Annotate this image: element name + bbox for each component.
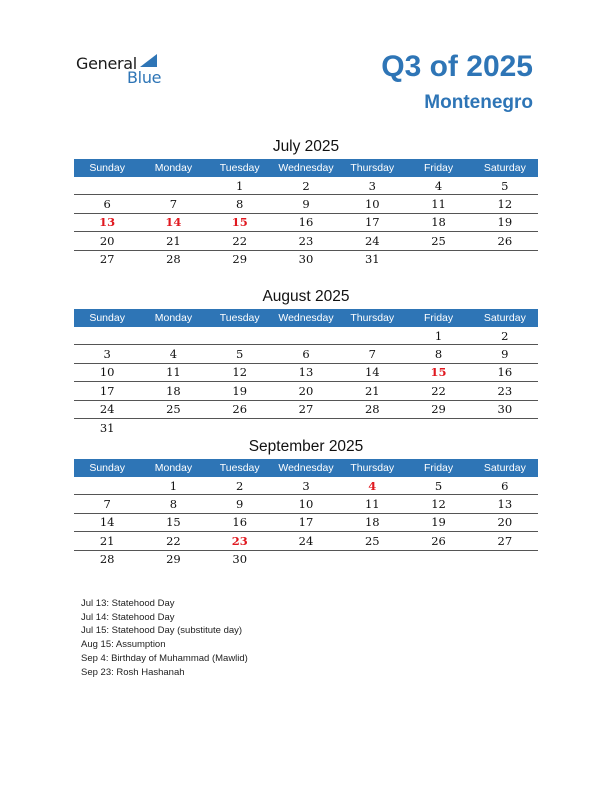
weekday-label: Sunday	[89, 462, 125, 474]
day-cell: 27	[99, 252, 115, 267]
week-row	[74, 195, 538, 213]
day-cell: 11	[166, 365, 181, 380]
day-cell: 1	[169, 478, 178, 493]
day-cell: 22	[431, 383, 446, 398]
day-cell: 12	[497, 197, 513, 212]
week-row	[74, 364, 538, 382]
day-cell: 25	[364, 533, 380, 548]
week-row	[74, 327, 538, 345]
weekday-label: Thursday	[350, 162, 395, 174]
weekday-label: Thursday	[350, 312, 395, 324]
week-row	[74, 251, 538, 268]
day-cell: 1	[434, 328, 443, 343]
weekday-label: Tuesday	[219, 162, 260, 174]
day-cell: 3	[368, 178, 376, 193]
weekday-header	[74, 459, 538, 477]
day-cell: 4	[434, 178, 443, 193]
day-cell: 3	[103, 347, 111, 362]
day-cell: 17	[99, 383, 115, 398]
holiday-day-cell: 4	[368, 478, 377, 493]
day-cell: 31	[99, 420, 115, 435]
holiday-notes	[81, 597, 248, 679]
day-cell: 21	[166, 233, 181, 248]
day-cell: 26	[497, 233, 513, 248]
weekday-label: Tuesday	[219, 462, 260, 474]
holiday-day-cell: 15	[430, 365, 447, 380]
day-cell: 7	[103, 497, 111, 512]
month-calendar	[74, 287, 538, 436]
day-cell: 7	[169, 197, 178, 212]
day-cell: 8	[434, 347, 443, 362]
day-cell: 16	[298, 215, 314, 230]
weekday-label: Wednesday	[278, 462, 334, 474]
day-cell: 20	[99, 233, 115, 248]
day-cell: 6	[103, 197, 111, 212]
day-cell: 14	[99, 515, 115, 530]
weekday-label: Saturday	[483, 162, 526, 174]
day-cell: 2	[302, 178, 310, 193]
day-cell: 5	[236, 347, 244, 362]
holiday-note: Sep 4: Birthday of Muhammad (Mawlid)	[81, 652, 248, 664]
day-cell: 29	[166, 552, 181, 567]
month-calendar	[74, 137, 538, 268]
week-row	[74, 401, 538, 419]
holiday-note: Jul 15: Statehood Day (substitute day)	[81, 625, 243, 637]
day-cell: 20	[298, 383, 314, 398]
weekday-label: Saturday	[483, 312, 526, 324]
weekday-label: Wednesday	[278, 162, 334, 174]
day-cell: 11	[431, 197, 446, 212]
weekday-label: Monday	[154, 162, 193, 174]
day-cell: 5	[434, 478, 443, 493]
day-cell: 25	[431, 233, 446, 248]
page-title: Q3 of 2025	[381, 50, 533, 83]
week-row	[74, 495, 538, 513]
weekday-header	[74, 309, 538, 327]
day-cell: 29	[431, 402, 446, 417]
weekday-label: Saturday	[483, 462, 526, 474]
month-title: August 2025	[262, 288, 350, 305]
day-cell: 30	[232, 552, 248, 567]
weekday-label: Thursday	[350, 462, 395, 474]
day-cell: 13	[497, 497, 513, 512]
day-cell: 29	[232, 252, 248, 267]
day-cell: 22	[166, 533, 181, 548]
holiday-day-cell: 13	[99, 215, 116, 230]
day-cell: 3	[302, 478, 310, 493]
holiday-day-cell: 23	[231, 533, 248, 548]
day-cell: 9	[302, 197, 310, 212]
month-calendar	[74, 437, 538, 568]
weekday-label: Monday	[154, 312, 193, 324]
day-cell: 27	[298, 402, 314, 417]
day-cell: 19	[431, 515, 446, 530]
day-cell: 30	[298, 252, 314, 267]
day-cell: 21	[99, 533, 115, 548]
day-cell: 21	[364, 383, 380, 398]
day-cell: 19	[232, 383, 248, 398]
week-row	[74, 382, 538, 400]
weekday-label: Sunday	[89, 312, 125, 324]
day-cell: 10	[99, 365, 115, 380]
day-cell: 25	[166, 402, 181, 417]
week-row	[74, 514, 538, 532]
day-cell: 28	[99, 552, 115, 567]
week-row	[74, 477, 538, 495]
day-cell: 10	[364, 197, 380, 212]
week-row	[74, 345, 538, 363]
day-cell: 22	[232, 233, 248, 248]
holiday-note: Jul 13: Statehood Day	[81, 598, 175, 609]
day-cell: 24	[99, 402, 115, 417]
weekday-label: Monday	[154, 462, 193, 474]
holiday-day-cell: 14	[165, 215, 182, 230]
day-cell: 5	[501, 178, 509, 193]
day-cell: 27	[497, 533, 513, 548]
day-cell: 18	[431, 215, 446, 230]
month-title: September 2025	[248, 438, 364, 455]
holiday-note: Jul 14: Statehood Day	[81, 611, 175, 623]
day-cell: 26	[232, 402, 248, 417]
day-cell: 11	[364, 497, 380, 512]
logo-triangle-icon	[140, 54, 157, 67]
page-subtitle: Montenegro	[424, 92, 533, 113]
weekday-label: Sunday	[89, 162, 125, 174]
day-cell: 12	[232, 365, 248, 380]
day-cell: 28	[364, 402, 380, 417]
weekday-label: Friday	[423, 462, 454, 474]
day-cell: 2	[501, 328, 509, 343]
day-cell: 17	[364, 215, 380, 230]
holiday-day-cell: 15	[231, 215, 248, 230]
day-cell: 24	[364, 233, 380, 248]
day-cell: 16	[232, 515, 248, 530]
day-cell: 23	[298, 233, 314, 248]
holiday-note: Aug 15: Assumption	[81, 639, 166, 651]
day-cell: 26	[431, 533, 446, 548]
weekday-label: Tuesday	[219, 312, 260, 324]
day-cell: 8	[236, 197, 244, 212]
day-cell: 28	[166, 252, 181, 267]
day-cell: 19	[497, 215, 513, 230]
weekday-header	[74, 159, 538, 177]
weekday-label: Friday	[423, 162, 454, 174]
day-cell: 16	[497, 365, 513, 380]
week-row	[74, 214, 538, 232]
day-cell: 10	[298, 497, 314, 512]
day-cell: 30	[497, 402, 513, 417]
day-cell: 6	[501, 478, 509, 493]
logo-text-general: General	[76, 54, 137, 73]
day-cell: 18	[364, 515, 380, 530]
day-cell: 8	[169, 497, 178, 512]
day-cell: 15	[166, 515, 181, 530]
day-cell: 14	[364, 365, 380, 380]
logo-text-blue: Blue	[127, 68, 162, 87]
day-cell: 23	[497, 383, 513, 398]
weekday-label: Wednesday	[278, 312, 334, 324]
day-cell: 18	[166, 383, 181, 398]
week-row	[74, 419, 538, 436]
weekday-label: Friday	[423, 312, 454, 324]
day-cell: 24	[298, 533, 314, 548]
day-cell: 13	[298, 365, 314, 380]
week-row	[74, 232, 538, 250]
day-cell: 2	[236, 478, 244, 493]
week-row	[74, 177, 538, 195]
week-row	[74, 551, 538, 568]
day-cell: 20	[497, 515, 513, 530]
week-row	[74, 532, 538, 550]
day-cell: 9	[236, 497, 244, 512]
holiday-note: Sep 23: Rosh Hashanah	[81, 666, 185, 678]
day-cell: 4	[169, 347, 178, 362]
generalblue-logo	[76, 54, 176, 88]
day-cell: 9	[501, 347, 509, 362]
day-cell: 12	[431, 497, 446, 512]
day-cell: 17	[298, 515, 314, 530]
day-cell: 6	[302, 347, 310, 362]
month-title: July 2025	[272, 138, 340, 155]
day-cell: 31	[364, 252, 380, 267]
day-cell: 7	[368, 347, 376, 362]
day-cell: 1	[236, 178, 244, 193]
